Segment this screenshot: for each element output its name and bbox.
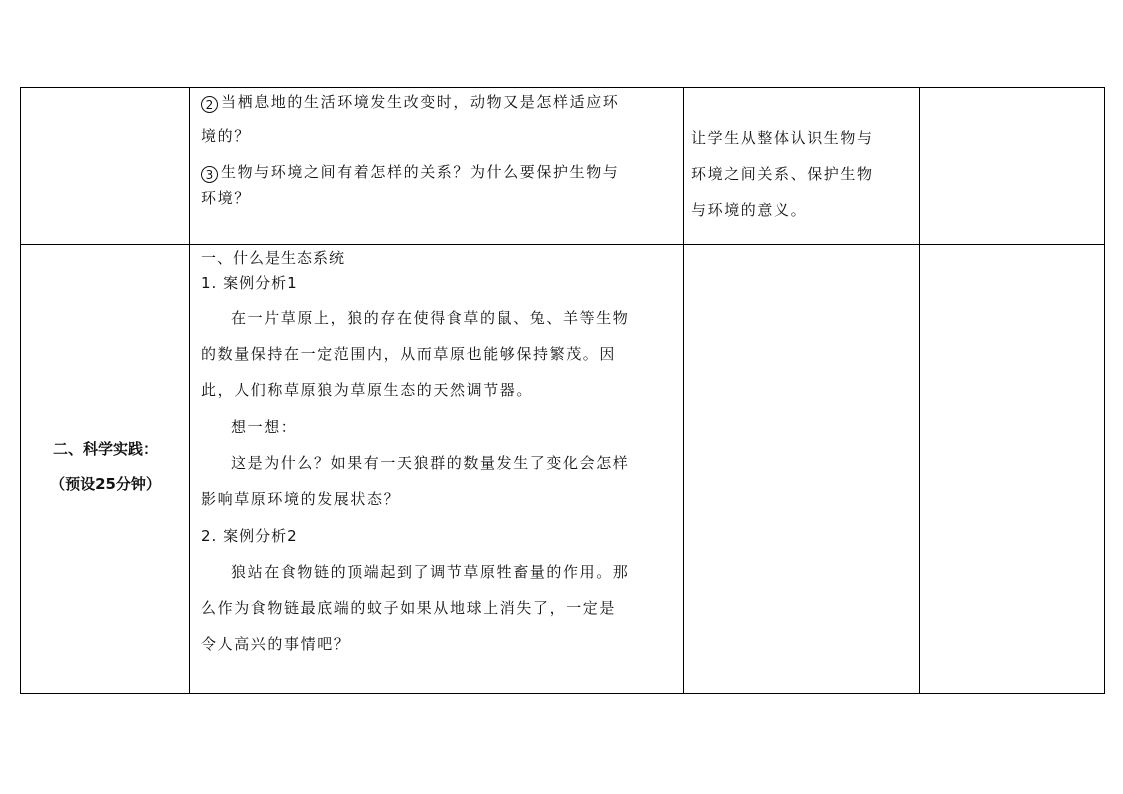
activity-cell <box>190 245 684 694</box>
case-2-line: 令人高兴的事情吧？ <box>201 635 351 653</box>
lesson-plan-table <box>20 87 1105 694</box>
circled-number: 3 <box>201 166 218 183</box>
activity-cell <box>190 88 684 245</box>
design-intent-cell <box>684 245 920 694</box>
stage-title: 二、科学实践： <box>52 440 158 458</box>
intent-line: 让学生从整体认识生物与 <box>691 129 874 147</box>
section-title: 一、什么是生态系统 <box>201 249 346 267</box>
stage-time: （预设25分钟） <box>50 475 161 493</box>
circled-number: 2 <box>201 96 218 113</box>
intent-line: 环境之间关系、保护生物 <box>691 165 874 183</box>
table-row <box>21 245 1105 694</box>
question-3-line2: 环境？ <box>201 189 251 207</box>
table-row <box>21 88 1105 245</box>
question-3-line1: 3 生物与环境之间有着怎样的关系？为什么要保护生物与 <box>201 161 619 183</box>
think-line: 这是为什么？如果有一天狼群的数量发生了变化会怎样 <box>231 454 630 472</box>
stage-cell <box>21 245 190 694</box>
case-2-line: 么作为食物链最底端的蚊子如果从地球上消失了，一定是 <box>201 599 617 617</box>
case-2-line: 狼站在食物链的顶端起到了调节草原牲畜量的作用。那 <box>231 563 630 581</box>
case-1-title: 1. 案例分析1 <box>201 274 298 292</box>
design-intent-cell <box>684 88 920 245</box>
think-label: 想一想： <box>231 418 298 436</box>
stage-cell <box>21 88 190 245</box>
think-line: 影响草原环境的发展状态？ <box>201 490 401 508</box>
case-1-line: 的数量保持在一定范围内，从而草原也能够保持繁茂。因 <box>201 345 617 363</box>
question-2-line2: 境的？ <box>201 127 251 145</box>
case-1-line: 此，人们称草原狼为草原生态的天然调节器。 <box>201 381 534 399</box>
notes-cell <box>920 88 1105 245</box>
case-1-line: 在一片草原上，狼的存在使得食草的鼠、兔、羊等生物 <box>231 309 630 327</box>
case-2-title: 2. 案例分析2 <box>201 527 298 545</box>
intent-line: 与环境的意义。 <box>691 201 808 219</box>
question-2-line1: 2 当栖息地的生活环境发生改变时，动物又是怎样适应环 <box>201 91 619 113</box>
notes-cell <box>920 245 1105 694</box>
